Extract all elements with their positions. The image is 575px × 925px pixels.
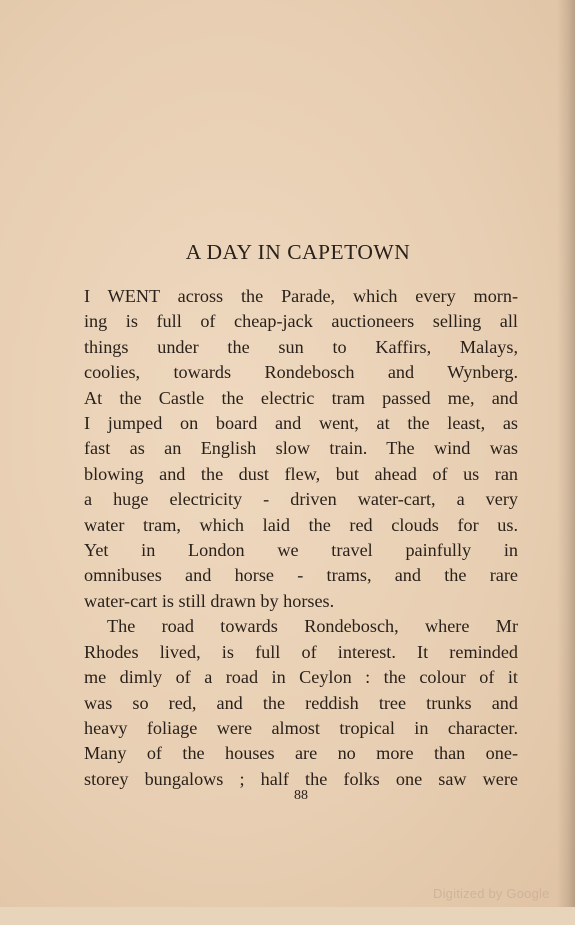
text-line-18: heavy foliage were almost tropical in character. bbox=[84, 717, 518, 738]
text-line-19: Many of the houses are no more than one- bbox=[84, 743, 518, 764]
text-line-17: was so red, and the reddish tree trunks and bbox=[84, 692, 518, 713]
text-line-1: I WENT across the Parade, which every morn- bbox=[84, 286, 518, 306]
text-line-11: Yet in London we travel painfully in bbox=[84, 540, 518, 561]
text-line-5: At the Castle the electric tram passed me, and bbox=[84, 387, 518, 408]
text-line-2: ing is full of cheap-jack auctioneers selling all bbox=[84, 311, 518, 332]
text-line-16: me dimly of a road in Ceylon : the colour of it bbox=[84, 667, 518, 688]
page-number: 88 bbox=[294, 788, 308, 803]
digitization-watermark: Digitized by Google bbox=[433, 886, 550, 901]
text-line-12: omnibuses and horse - trams, and the rare bbox=[84, 565, 518, 586]
text-line-13: water-cart is still drawn by horses. bbox=[84, 590, 335, 611]
text-line-20: storey bungalows ; half the folks one saw were bbox=[84, 768, 518, 789]
chapter-title: A DAY IN CAPETOWN bbox=[185, 240, 411, 264]
text-line-4: coolies, towards Rondebosch and Wynberg. bbox=[84, 362, 518, 383]
text-line-3: things under the sun to Kaffirs, Malays, bbox=[84, 336, 518, 357]
text-line-10: water tram, which laid the red clouds for us. bbox=[84, 514, 518, 535]
text-line-8: blowing and the dust flew, but ahead of us ran bbox=[84, 463, 518, 484]
text-line-9: a huge electricity - driven water-cart, a very bbox=[84, 489, 518, 510]
page-bottom-margin bbox=[0, 907, 575, 925]
body-text bbox=[84, 284, 518, 792]
text-line-6: I jumped on board and went, at the least, as bbox=[84, 413, 518, 434]
text-line-14: The road towards Rondebosch, where Mr bbox=[107, 616, 518, 637]
page-edge-shadow bbox=[557, 0, 575, 925]
text-line-7: fast as an English slow train. The wind was bbox=[84, 438, 518, 459]
text-line-15: Rhodes lived, is full of interest. It reminded bbox=[84, 641, 518, 662]
